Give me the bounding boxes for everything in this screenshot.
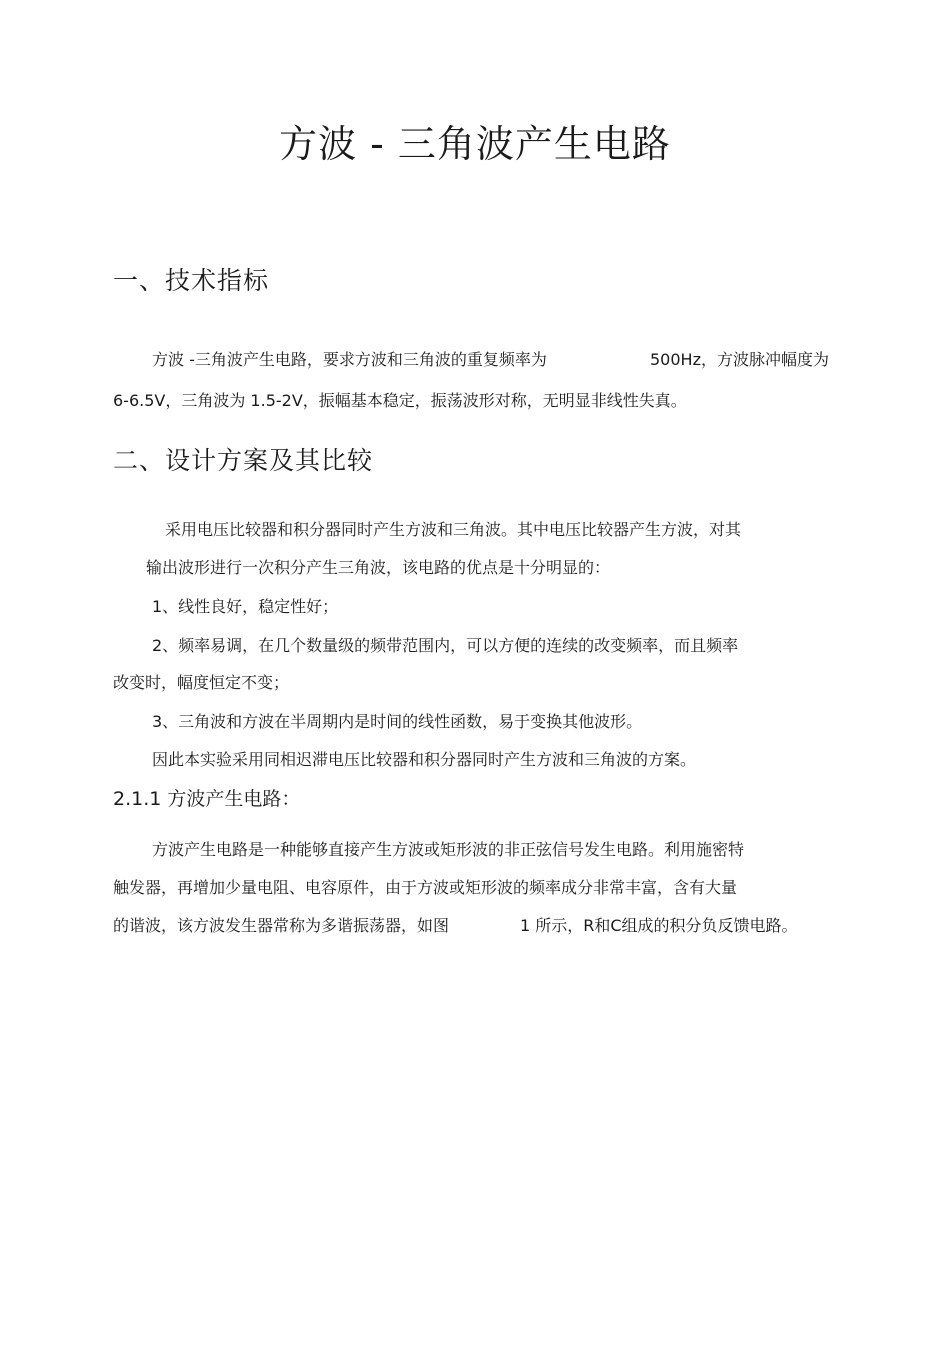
section-heading-design-scheme: 二、设计方案及其比较 [113,446,374,475]
paragraph-line: 触发器，再增加少量电阻、电容原件，由于方波或矩形波的频率成分非常丰富，含有大量 [113,878,738,897]
section-heading-technical-specs: 一、技术指标 [113,266,270,295]
list-item-continuation: 改变时，幅度恒定不变； [113,673,290,692]
document-title: 方波 - 三角波产生电路 [279,122,671,166]
paragraph-line: 输出波形进行一次积分产生三角波，该电路的优点是十分明显的： [146,558,611,577]
list-item: 1、线性良好，稳定性好； [152,597,339,616]
paragraph-line: 的谐波，该方波发生器常称为多谐振荡器，如图 [113,916,450,935]
paragraph-line: 因此本实验采用同相迟滞电压比较器和积分器同时产生方波和三角波的方案。 [152,750,697,769]
paragraph-line: 1 所示，R和C组成的积分负反馈电路。 [520,916,798,935]
paragraph-line: 方波 -三角波产生电路，要求方波和三角波的重复频率为 [152,350,547,369]
list-item: 3、三角波和方波在半周期内是时间的线性函数，易于变换其他波形。 [152,712,643,731]
paragraph-line: 500Hz，方波脉冲幅度为 [650,350,829,369]
paragraph-line: 采用电压比较器和积分器同时产生方波和三角波。其中电压比较器产生方波，对其 [165,520,742,539]
paragraph-line: 方波产生电路是一种能够直接产生方波或矩形波的非正弦信号发生电路。利用施密特 [152,840,745,859]
list-item: 2、频率易调，在几个数量级的频带范围内，可以方便的连续的改变频率，而且频率 [152,636,739,655]
subsection-heading: 2.1.1 方波产生电路： [113,788,301,810]
paragraph-line: 6-6.5V，三角波为 1.5-2V，振幅基本稳定，振荡波形对称，无明显非线性失真。 [113,391,687,410]
